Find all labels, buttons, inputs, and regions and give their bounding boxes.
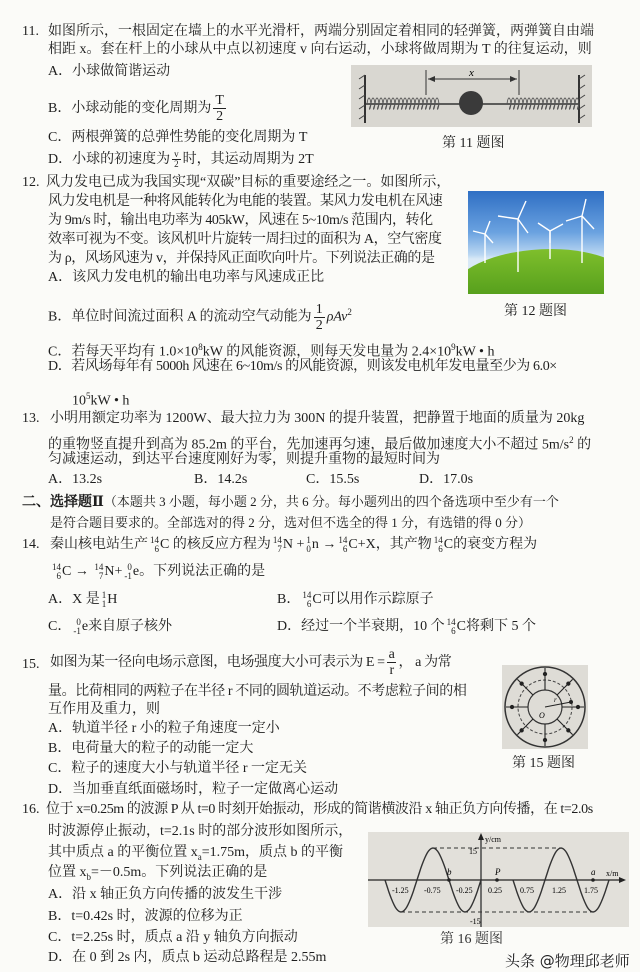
q14-stem-line1 — [50, 535, 537, 555]
point-label: b — [447, 867, 452, 877]
q16-figure-caption: 第 16 题图 — [440, 932, 503, 947]
atomic-number: 0 — [306, 543, 311, 554]
text: C． — [48, 619, 72, 634]
point-label: P — [495, 867, 501, 877]
q16-stem-line3 — [48, 843, 343, 863]
field-arrowhead — [567, 729, 570, 732]
center-label: O — [539, 711, 545, 720]
exponent: 8 — [198, 342, 203, 352]
x-tick-label: 0.25 — [488, 886, 502, 895]
q13-option-a: A．13.2s — [48, 472, 103, 487]
q13-stem-line1: 小明用额定功率为 1200W、最大拉力为 300N 的提升装置，把静置于地面的质量为 20kg — [50, 411, 585, 426]
q13-stem-line2-pre: 的重物竖直提升到高为 85.2m 的平台，先加速再匀速，最后做加速度大小不超过 5m/s — [48, 437, 570, 453]
q14-stem-line2 — [50, 562, 265, 582]
q12-option-b-fraction — [314, 302, 325, 333]
q12-stem-line1: 风力发电已成为我国实现“双碳”目标的重要途经之一。如图所示， — [46, 175, 451, 190]
point-label: a — [591, 867, 596, 877]
x-tick-label: -0.25 — [456, 886, 473, 895]
exponent: 5 — [86, 391, 91, 401]
q15-option-a: A．轨道半径 r 小的粒子角速度一定小 — [48, 721, 280, 736]
text: A．X 是 — [48, 592, 100, 607]
q11-stem-line2: 相距 x。套在杆上的小球从中点以初速度 v 向右运动，小球将做周期为 T 的往复运动，则 — [48, 42, 592, 57]
field-arrowhead — [520, 682, 523, 685]
plus-sign: + — [296, 537, 305, 552]
mass-number: 14 — [272, 534, 282, 545]
fraction-denominator: r — [389, 663, 394, 679]
q11-option-b-fraction — [213, 93, 226, 124]
q13-number: 13. — [22, 411, 40, 426]
q12-stem-line4: 效率可视为不变。该风机叶片旋转一周扫过的面积为 A，空气密度 — [48, 232, 442, 247]
nuclide-c14 — [302, 591, 311, 609]
q11-option-d-pre: D．小球的初速度为 — [48, 152, 171, 167]
text: 的衰变方程为 — [453, 537, 538, 552]
atomic-number: -1 — [73, 625, 81, 636]
q15-option-c: C．粒子的速度大小与轨道半径 r 一定无关 — [48, 761, 307, 776]
q14-option-c — [48, 617, 172, 637]
q13-option-d: D．17.0s — [419, 472, 474, 487]
element-symbol: H — [107, 592, 118, 607]
nuclide-electron — [73, 618, 81, 636]
mass-number: 14 — [433, 534, 443, 545]
q12-number: 12. — [22, 175, 40, 190]
exponent: 2 — [569, 435, 574, 445]
mass-number: 14 — [150, 534, 159, 545]
q14-option-a — [48, 590, 117, 610]
nuclide-c14 — [150, 536, 159, 554]
text: =－0.5m。下列说法正确的是 — [91, 865, 268, 880]
q16-option-d: D．在 0 到 2s 内，质点 b 运动总路程是 2.55m — [48, 950, 327, 965]
q15-figure-caption: 第 15 题图 — [512, 756, 575, 771]
x-tick-label: -0.75 — [424, 886, 441, 895]
radius-label: r — [554, 696, 557, 704]
q15-option-d: D．当加垂直纸面磁场时，粒子一定做离心运动 — [48, 782, 339, 797]
element-symbol: C — [456, 619, 466, 634]
y-axis-label: y/cm — [485, 835, 501, 844]
element-symbol: C — [160, 537, 170, 552]
q12-option-c — [48, 337, 495, 360]
mass-number: 14 — [52, 561, 61, 572]
x-tick-label: 1.25 — [552, 886, 566, 895]
reaction-arrow: → — [322, 537, 337, 552]
q12-figure-caption: 第 12 题图 — [504, 304, 567, 319]
element-symbol: N — [104, 564, 115, 579]
nuclide-c14 — [434, 536, 443, 554]
text: 的核反应方程为 — [172, 537, 271, 552]
text: +X，其产物 — [357, 537, 432, 552]
q16-option-a: A．沿 x 轴正负方向传播的波发生干涉 — [48, 887, 283, 902]
text: =1.75m，质点 b 的平衡 — [201, 845, 344, 860]
text: 位置 x — [48, 865, 87, 880]
mass-number: 14 — [94, 561, 104, 572]
field-arrowhead — [543, 672, 546, 675]
text: D．经过一个半衰期，10 个 — [277, 619, 445, 634]
nuclide-c14 — [52, 563, 61, 581]
q12-option-d: D．若风场每年有 5000h 风速在 6~10m/s 的风能资源，则该发电机年发电量至少为 6.0× — [48, 359, 557, 374]
atomic-number: 1 — [101, 598, 107, 609]
q13-option-c: C．15.5s — [306, 472, 360, 487]
mass-number: 14 — [302, 589, 312, 600]
atomic-number: 7 — [277, 543, 282, 554]
nuclide-neutron — [306, 536, 311, 554]
nuclide-c14 — [447, 618, 456, 636]
q15-number: 15. — [22, 657, 40, 672]
q14-number: 14. — [22, 537, 40, 552]
q15-stem-line1 — [50, 646, 451, 680]
q14-option-d — [277, 617, 536, 637]
q16-stem-line1: 位于 x=0.25m 的波源 P 从 t=0 时刻开始振动，形成的简谐横波沿 x 轴正负方向传播，在 t=2.0s — [46, 802, 593, 817]
q12-option-b — [48, 295, 352, 333]
element-symbol: C — [443, 537, 454, 552]
q11-option-a: A．小球做简谐运动 — [48, 64, 171, 79]
q16-stem-line2: 时波源停止振动，t=2.1s 时的部分波形如图所示， — [48, 824, 353, 839]
q12-stem-line5: 为 ρ，风场风速为 v，并保持风正面吹向叶片。下列说法正确的是 — [48, 251, 435, 266]
mass-number: 0 — [127, 561, 132, 572]
element-symbol: C — [62, 564, 72, 579]
field-arrowhead — [520, 729, 523, 732]
field-arrowhead — [576, 705, 579, 708]
mass-number: 1 — [306, 534, 311, 545]
x-tick-label: -1.25 — [392, 886, 409, 895]
nuclide-h1 — [102, 591, 107, 609]
q13-stem-line2 — [48, 430, 592, 453]
mass-number: 0 — [76, 616, 81, 627]
fraction-numerator: v — [174, 149, 179, 160]
x-axis-label: x/m — [606, 869, 619, 878]
q16-option-c: C．t=2.25s 时，质点 a 沿 y 轴负方向振动 — [48, 930, 298, 945]
nuclide-electron — [124, 563, 132, 581]
q12-stem-line3: 为 9m/s 时，输出电功率为 405kW，风速在 5~10m/s 范围内，转化 — [48, 213, 433, 228]
q11-figure-spring-ball — [351, 65, 592, 127]
atomic-number: 7 — [98, 570, 104, 581]
nuclide-c14 — [338, 536, 347, 554]
element-symbol: N — [282, 537, 293, 552]
plus-sign: + — [114, 564, 123, 579]
q12-option-c-mid: kW 的风能资源，则每天发电量为 2.4×10 — [202, 344, 452, 360]
wind-turbines — [468, 191, 604, 294]
element-symbol: n — [311, 537, 319, 552]
q14-option-b — [277, 590, 434, 610]
q12-option-c-pre: C．若每天平均有 1.0×10 — [48, 344, 199, 360]
text: 秦山核电站生产 — [50, 537, 148, 552]
q12-wind-turbine-photo — [468, 191, 604, 294]
element-symbol: e — [132, 564, 140, 579]
element-symbol: C — [348, 537, 358, 552]
nuclide-n14 — [94, 563, 103, 581]
q15-stem-line3: 互作用及重力，则 — [48, 702, 160, 717]
text: B． — [277, 592, 301, 607]
q12-option-c-post: kW • h — [455, 344, 495, 360]
subscript: a — [197, 851, 202, 862]
q15-stem-line2: 量。比荷相同的两粒子在半径 r 不同的圆轨道运动。不考虑粒子间的相 — [48, 684, 467, 699]
q11-option-b — [48, 92, 228, 126]
text: 其中质点 a 的平衡位置 x — [48, 845, 198, 860]
q12-option-d-cont — [72, 386, 130, 409]
q12-option-b-exponent: 2 — [347, 307, 352, 317]
q15-option-b: B．电荷量大的粒子的动能一定大 — [48, 741, 254, 756]
q12-stem-line2: 风力发电机是一种将风能转化为电能的装置。某风力发电机在风速 — [48, 194, 443, 209]
q12-option-d-cont-pre: 10 — [72, 393, 86, 409]
atomic-number: 6 — [438, 543, 443, 554]
subscript: b — [86, 871, 91, 882]
q11-figure-label-x: x — [469, 67, 474, 79]
q11-option-b-text: B．小球动能的变化周期为 — [48, 101, 212, 116]
mass-number: 14 — [446, 616, 456, 627]
q11-option-d-post: 时，其运动周期为 2T — [182, 152, 314, 167]
section2-instructions-line1: （本题共 3 小题，每小题 2 分，共 6 分。每小题列出的四个备选项中至少有一个 — [103, 494, 559, 509]
q15-field-fraction — [387, 647, 397, 678]
text: ， a 为常 — [398, 655, 452, 670]
x-tick-label: 0.75 — [520, 886, 534, 895]
atomic-number: 6 — [56, 570, 61, 581]
q13-option-b: B．14.2s — [194, 472, 248, 487]
q15-radial-field-figure — [502, 665, 588, 749]
element-symbol: e — [81, 619, 89, 634]
mass-number: 1 — [101, 589, 107, 600]
mass-number: 14 — [338, 534, 348, 545]
section2-number: 二、 — [22, 495, 50, 510]
fraction-numerator: T — [215, 93, 224, 109]
text: 来自原子核外 — [88, 619, 173, 634]
q16-option-b: B．t=0.42s 时，波源的位移为正 — [48, 909, 243, 924]
point-P — [495, 878, 499, 882]
fraction-denominator: 2 — [216, 109, 224, 125]
section2-heading — [22, 492, 559, 512]
section2-title: 选择题Ⅱ — [50, 495, 104, 510]
q11-stem-line1: 如图所示，一根固定在墙上的水平光滑杆，两端分别固定着相同的轻弹簧，两弹簧自由端 — [48, 24, 594, 39]
q13-stem-line2-post: 的 — [573, 437, 592, 453]
fraction-denominator: 2 — [174, 159, 179, 170]
text: 可以用作示踪原子 — [321, 592, 434, 607]
point-b — [447, 878, 451, 882]
exponent: 9 — [451, 342, 456, 352]
q12-option-b-pre: B．单位时间流过面积 A 的流动空气动能为 — [48, 309, 312, 325]
q11-option-c: C．两根弹簧的总弹性势能的变化周期为 T — [48, 130, 308, 145]
q11-option-d-fraction — [172, 150, 181, 169]
text: 。下列说法正确的是 — [139, 564, 266, 579]
q11-number: 11. — [22, 24, 39, 39]
nuclide-n14 — [273, 536, 282, 554]
q12-option-a: A．该风力发电机的输出电功率与风速成正比 — [48, 270, 325, 285]
watermark: 头条 @物理邱老师 — [505, 952, 630, 970]
y-max-label: 15 — [469, 847, 477, 856]
q16-waveform-graph — [368, 832, 629, 927]
q11-figure-caption: 第 11 题图 — [442, 136, 505, 151]
q16-stem-line4 — [48, 863, 267, 883]
element-symbol: C — [312, 592, 322, 607]
field-arrowhead — [567, 682, 570, 685]
q12-option-d-cont-post: kW • h — [90, 393, 130, 409]
reaction-arrow: → — [74, 564, 89, 579]
atomic-number: 6 — [451, 625, 456, 636]
fraction-numerator: 1 — [315, 301, 323, 317]
fraction-denominator: 2 — [315, 317, 323, 333]
fraction-numerator: a — [388, 647, 395, 663]
text: 将剩下 5 个 — [465, 619, 536, 634]
text: 如图为某一径向电场示意图，电场强度大小可表示为 E = — [50, 655, 385, 670]
q12-option-b-formula: ρAv — [326, 309, 348, 325]
x-tick-label: 1.75 — [584, 886, 598, 895]
atomic-number: 6 — [154, 543, 159, 554]
q11-option-d — [48, 150, 314, 170]
atomic-number: 6 — [306, 598, 312, 609]
field-arrowhead — [510, 705, 513, 708]
atomic-number: 6 — [342, 543, 348, 554]
y-min-label: -15 — [470, 917, 481, 926]
field-arrowhead — [543, 738, 546, 741]
atomic-number: -1 — [124, 570, 132, 581]
q13-stem-line3: 匀减速运动，到达平台速度刚好为零，则提升重物的最短时间为 — [48, 452, 440, 467]
section2-instructions-line2: 是符合题目要求的。全部选对的得 2 分，选对但不选全的得 1 分，有选错的得 0 分） — [50, 515, 532, 530]
q16-number: 16. — [22, 802, 40, 817]
point-a — [591, 878, 595, 882]
